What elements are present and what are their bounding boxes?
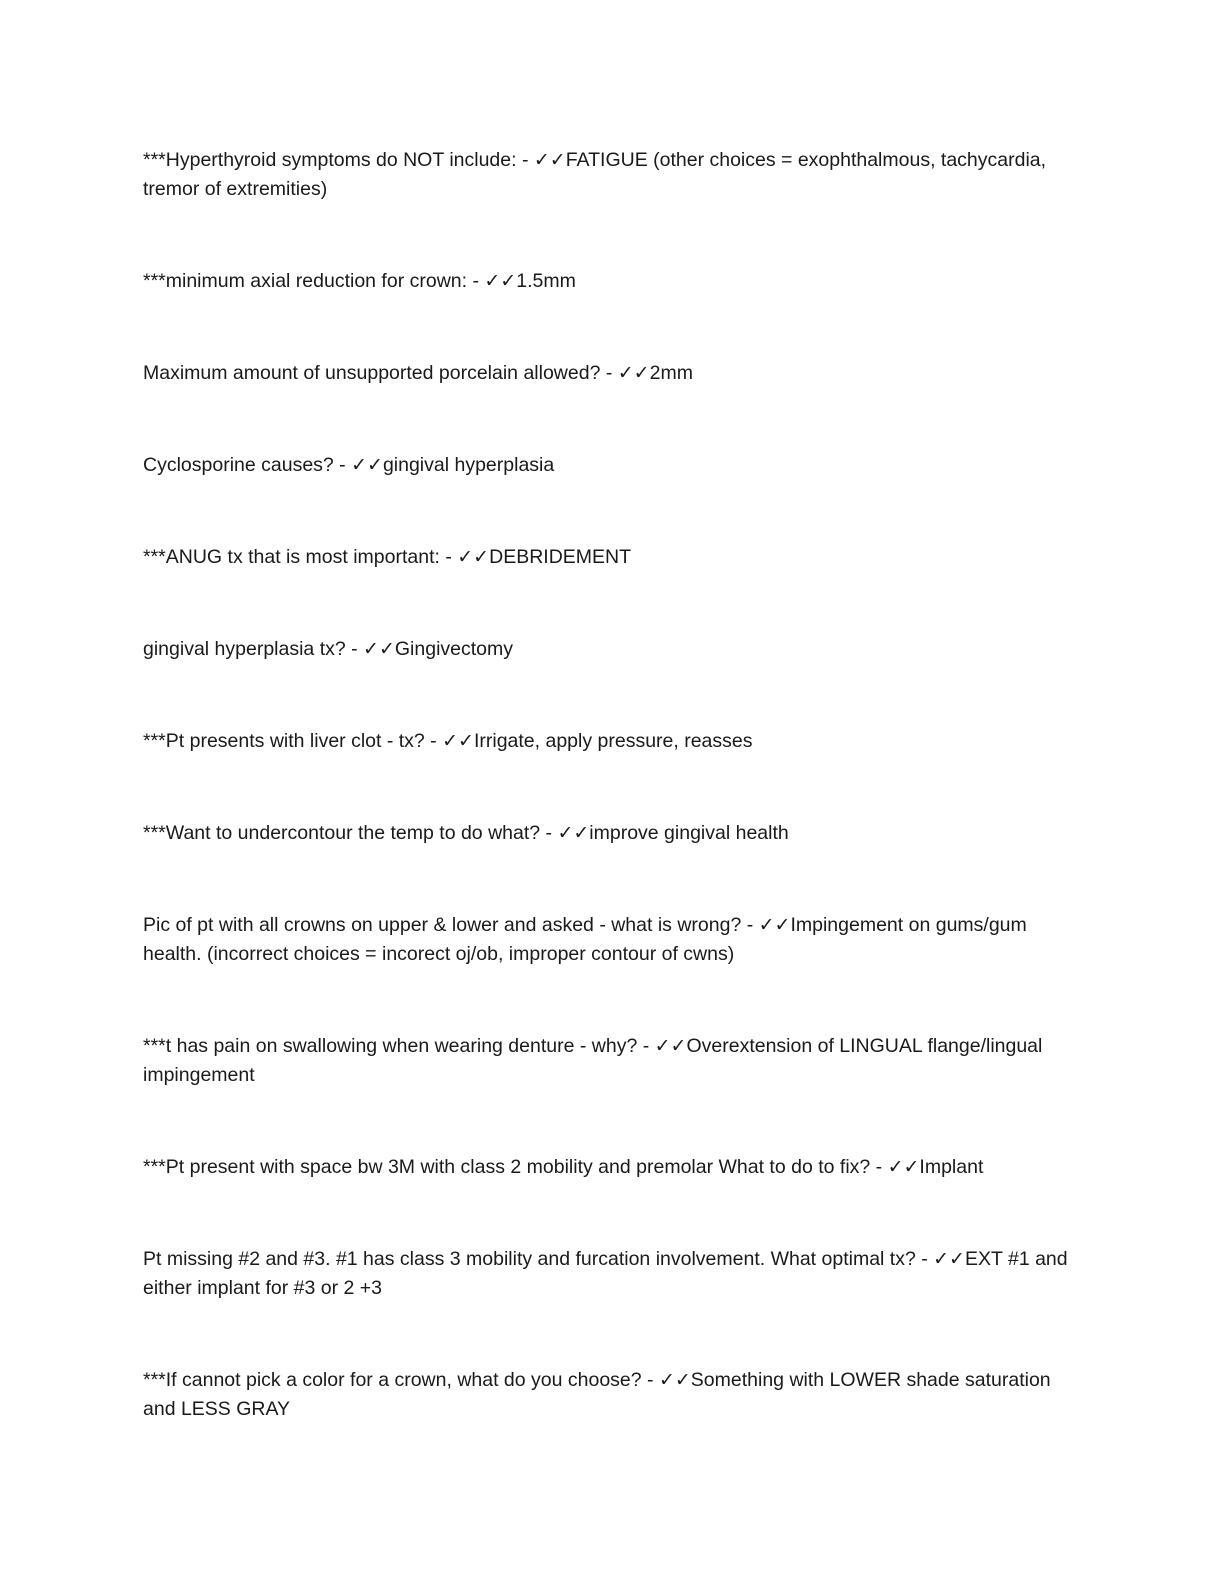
answer-text: Irrigate, apply pressure, reasses [473,730,753,752]
question-text: Cyclosporine causes? - [143,454,352,476]
qa-item [143,451,1083,480]
answer-text: 1.5mm [516,270,576,292]
answer-text: 2mm [649,362,693,384]
answer-text: EXT #1 and either implant for #3 or 2 +3 [143,1248,1068,1299]
check-icon: ✓✓ [658,1369,691,1391]
qa-item [143,359,1083,388]
question-text: Pt missing #2 and #3. #1 has class 3 mobility and furcation involvement. What optimal tx? - [143,1248,934,1270]
answer-text: Impingement on gums/gum health. (incorrect choices = incorect oj/ob, improper contour of cwns) [143,914,1027,965]
question-text: ***If cannot pick a color for a crown, what do you choose? - [143,1369,659,1391]
qa-item [143,911,1083,969]
answer-text: FATIGUE (other choices = exophthalmous, tachycardia, tremor of extremities) [143,149,1047,200]
qa-item [143,267,1083,296]
qa-item [143,1032,1083,1090]
question-text: ***t has pain on swallowing when wearing denture - why? - [143,1035,655,1057]
question-text: ***minimum axial reduction for crown: - [143,270,485,292]
check-icon: ✓✓ [533,149,566,171]
check-icon: ✓✓ [363,638,395,660]
question-text: ***Pt presents with liver clot - tx? - [143,730,443,752]
question-text: ***ANUG tx that is most important: - [143,546,458,568]
check-icon: ✓✓ [351,454,383,476]
check-icon: ✓✓ [557,822,590,844]
answer-text: DEBRIDEMENT [489,546,632,568]
qa-item [143,727,1083,756]
check-icon: ✓✓ [758,914,791,936]
answer-text: Implant [919,1156,984,1178]
check-icon: ✓✓ [654,1035,687,1057]
question-text: Maximum amount of unsupported porcelain allowed? - [143,362,618,384]
qa-item [143,543,1083,572]
check-icon: ✓✓ [617,362,650,384]
check-icon: ✓✓ [484,270,517,292]
check-icon: ✓✓ [887,1156,920,1178]
question-text: ***Want to undercontour the temp to do what? - [143,822,558,844]
answer-text: Gingivectomy [394,638,514,660]
answer-text: improve gingival health [589,822,789,844]
qa-item [143,1245,1083,1303]
qa-item [143,635,1083,664]
answer-text: Something with LOWER shade saturation and LESS GRAY [143,1369,1051,1420]
qa-item [143,1153,1083,1182]
check-icon: ✓✓ [442,730,474,752]
question-text: ***Hyperthyroid symptoms do NOT include: - [143,149,534,171]
answer-text: gingival hyperplasia [382,454,555,476]
question-text: ***Pt present with space bw 3M with class 2 mobility and premolar What to do to fix? - [143,1156,888,1178]
answer-text: Overextension of LINGUAL flange/lingual impingement [143,1035,1043,1086]
qa-item [143,1366,1083,1424]
question-text: gingival hyperplasia tx? - [143,638,364,660]
question-text: Pic of pt with all crowns on upper & lower and asked - what is wrong? - [143,914,759,936]
check-icon: ✓✓ [457,546,490,568]
qa-item [143,819,1083,848]
check-icon: ✓✓ [933,1248,965,1270]
qa-item [143,146,1083,204]
document-page [143,146,1083,1424]
